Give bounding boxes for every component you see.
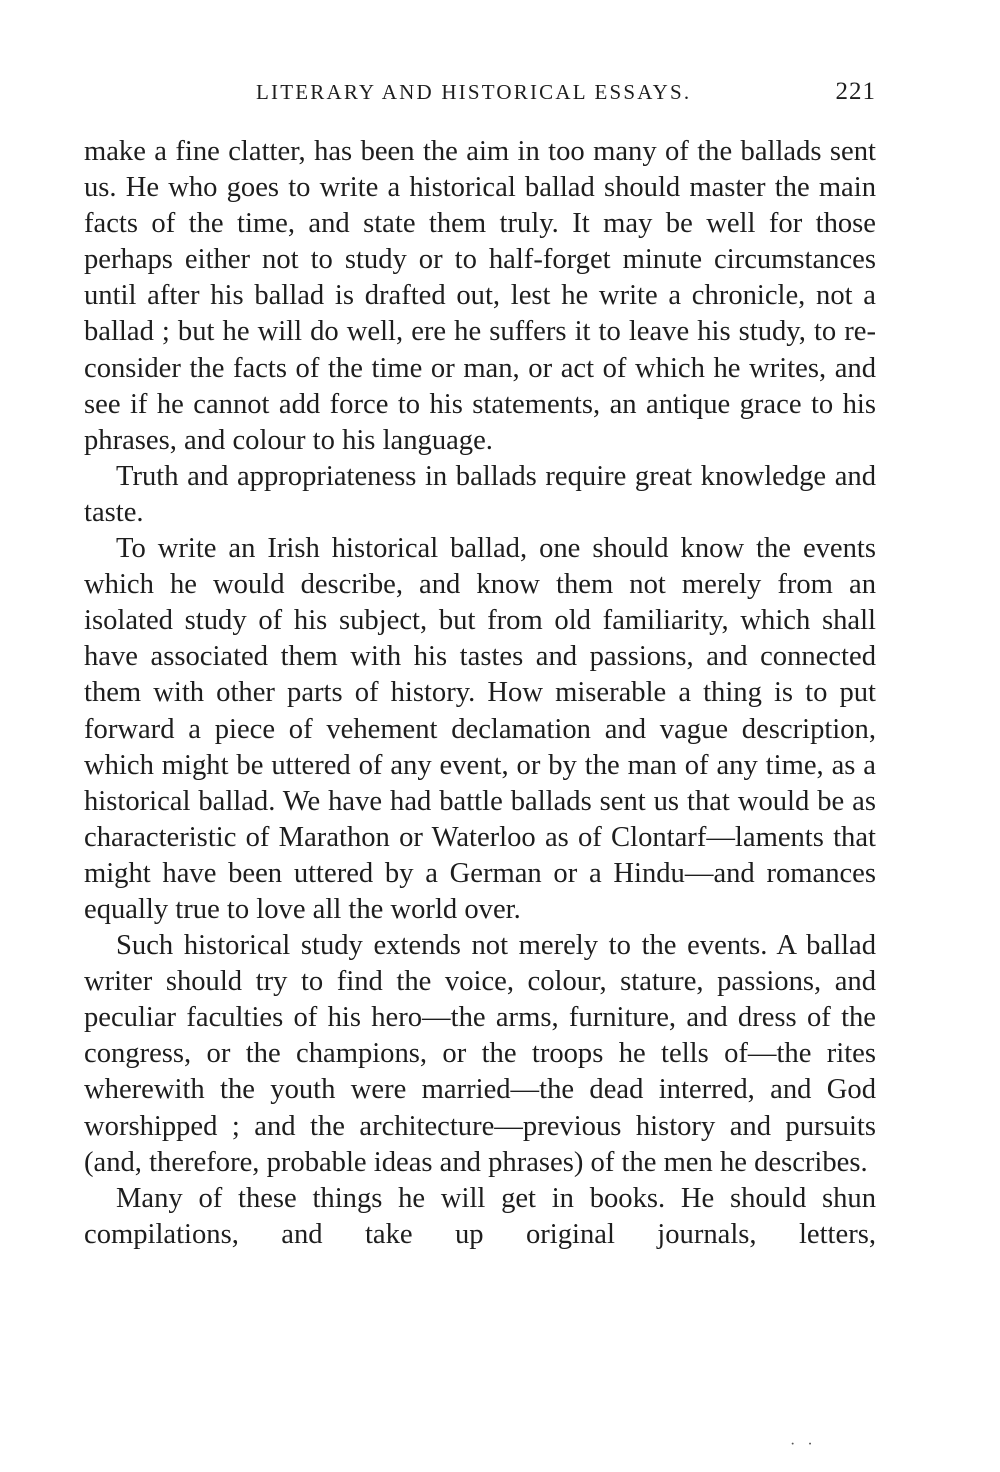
paragraph: Such historical study extends not merely to the events. A ballad writer should try to find the voice, colour, stature, passions, and peculiar faculties of his hero—the arms, furniture, and dress of the congress, or the champions, or the troops he tells of—the rites wherewith the youth were married—the dead interred, and God worshipped ; and the architecture—previous history and pursuits (and, therefore, probable ideas and phrases) of the men he describes. [84, 930, 876, 1178]
book-page [84, 72, 876, 1253]
running-title: LITERARY AND HISTORICAL ESSAYS. [256, 80, 692, 104]
page-number: 221 [835, 78, 876, 105]
paragraph: To write an Irish historical ballad, one should know the events which he would describe, and know them not merely from an isolated study of his subject, but from old familiarity, which shall have associated them with his tastes and passions, and connected them with other parts of history. How miserable a thing is to put forward a piece of vehement declamation and vague description, which might be uttered of any event, or by the man of any time, as a historical ballad. We have had battle ballads sent us that would be as characteristic of Marathon or Waterloo as of Clontarf—laments that might have been uttered by a German or a Hindu—and romances equally true to love all the world over. [84, 533, 876, 925]
paragraph-continued: make a fine clatter, has been the aim in too many of the ballads sent us. He who goes to write a historical ballad should master the main facts of the time, and state them truly. It may be well for those perhaps either not to study or to half-forget minute circumstances until after his ballad is drafted out, lest he write a chronicle, not a ballad ; but he will do well, ere he suffers it to leave his study, to re-consider the facts of the time or man, or act of which he writes, and see if he cannot add force to his statements, an antique grace to his phrases, and colour to his language. [84, 136, 876, 456]
paragraph: Truth and appropriateness in ballads require great knowledge and taste. [84, 460, 876, 528]
paragraph: Many of these things he will get in books. He should shun compilations, and take up original journals, letters, [84, 1182, 876, 1250]
body-text [84, 134, 876, 1253]
page-header [84, 72, 876, 112]
printer-signature-marks: · · [790, 1436, 817, 1453]
